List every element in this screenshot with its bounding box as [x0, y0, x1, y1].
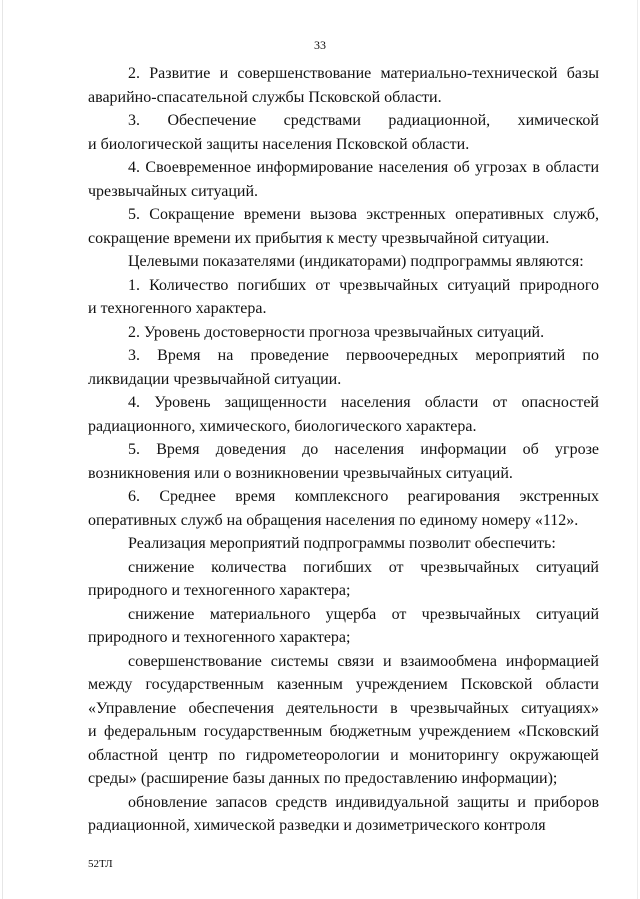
text-line: 5. Время доведения до населения информации об угрозе — [128, 441, 599, 458]
paragraph — [88, 109, 599, 156]
page-number: 33 — [314, 38, 326, 52]
text-line: между государственным казенным учреждением Псковской области — [88, 676, 599, 693]
scan-edge-right — [637, 0, 638, 899]
text-line: 3. Обеспечение средствами радиационной, химической — [128, 112, 599, 129]
paragraph — [88, 485, 599, 532]
paragraph — [88, 532, 599, 556]
text-line: чрезвычайных ситуаций. — [88, 182, 259, 200]
document-body — [88, 62, 599, 838]
text-line: областной центр по гидрометеорологии и мониторингу окружающей — [88, 746, 599, 764]
paragraph — [88, 250, 599, 274]
text-line: 2. Уровень достоверности прогноза чрезвычайных ситуаций. — [128, 323, 545, 341]
paragraph — [88, 438, 599, 485]
text-line: снижение материального ущерба от чрезвычайных ситуаций — [128, 605, 599, 623]
text-line: среды» (расширение базы данных по предоставлению информации); — [88, 770, 558, 787]
text-line: и федеральным государственным бюджетным учреждением «Псковский — [88, 723, 599, 740]
text-line: 4. Уровень защищенности населения области от опасностей — [128, 394, 599, 411]
paragraph — [88, 603, 599, 650]
text-line: «Управление обеспечения деятельности в чрезвычайных ситуациях» — [88, 699, 599, 717]
text-line: 3. Время на проведение первоочередных мероприятий по — [128, 347, 599, 364]
paragraph — [88, 344, 599, 391]
text-line: сокращение времени их прибытия к месту чрезвычайной ситуации. — [88, 229, 550, 247]
paragraph — [88, 156, 599, 203]
paragraph — [88, 274, 599, 321]
text-line: совершенствование системы связи и взаимообмена информацией — [128, 652, 599, 670]
text-line: природного и техногенного характера; — [88, 629, 351, 646]
text-line: и биологической защиты населения Псковской области. — [88, 135, 470, 153]
text-line: оперативных служб на обращения населения по единому номеру «112». — [88, 511, 579, 529]
text-line: 4. Своевременное информирование населения об угрозах в области — [128, 159, 599, 176]
paragraph — [88, 203, 599, 250]
text-line: радиационного, химического, биологического характера. — [88, 417, 477, 435]
paragraph — [88, 791, 599, 838]
text-line: 6. Среднее время комплексного реагирования экстренных — [128, 488, 599, 505]
footer-code: 52ТЛ — [88, 858, 113, 870]
text-line: 1. Количество погибших от чрезвычайных ситуаций природного — [128, 276, 599, 294]
text-line: Реализация мероприятий подпрограммы позволит обеспечить: — [128, 535, 556, 552]
text-line: возникновения или о возникновении чрезвычайных ситуаций. — [88, 464, 513, 482]
paragraph — [88, 556, 599, 603]
text-line: снижение количества погибших от чрезвычайных ситуаций — [128, 558, 599, 576]
paragraph — [88, 391, 599, 438]
text-line: 2. Развитие и совершенствование материально-технической базы — [128, 65, 599, 82]
paragraph — [88, 62, 599, 109]
scan-edge-left — [2, 0, 3, 899]
text-line: обновление запасов средств индивидуальной защиты и приборов — [128, 793, 599, 811]
text-line: Целевыми показателями (индикаторами) подпрограммы являются: — [128, 253, 584, 270]
text-line: 5. Сокращение времени вызова экстренных оперативных служб, — [128, 206, 599, 223]
text-line: природного и техногенного характера; — [88, 582, 351, 599]
paragraph — [88, 321, 599, 345]
paragraph — [88, 650, 599, 791]
text-line: аварийно-спасательной службы Псковской области. — [88, 88, 442, 106]
text-line: и техногенного характера. — [88, 300, 267, 317]
text-line: ликвидации чрезвычайной ситуации. — [88, 370, 342, 388]
text-line: радиационной, химической разведки и дозиметрического контроля — [88, 817, 546, 834]
